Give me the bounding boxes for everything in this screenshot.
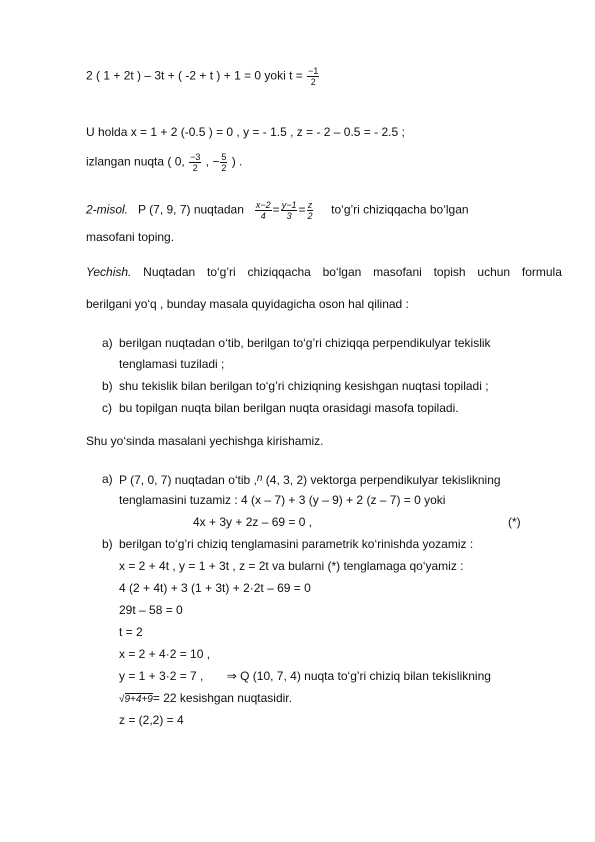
step-b-line: t = 2 — [119, 625, 143, 639]
paragraph-text: Shu yo‘sinda masalani yechishga kirishamiz. — [86, 434, 324, 448]
step-text: (4, 3, 2) vektorga perpendikulyar tekislikning — [262, 473, 501, 487]
step-a-line-2: tenglamasini tuzamiz : 4 (x – 7) + 3 (y – 9) + 2 (z – 7) = 0 yoki — [119, 493, 446, 507]
fraction-numerator: 5 — [221, 152, 227, 162]
list-marker: a) — [102, 472, 113, 486]
result-text: izlangan nuqta ( 0, — [86, 154, 189, 169]
list-item-text: berilgan nuqtadan o‘tib, berilgan to‘g’ri chiziqqa perpendikulyar tekislik — [119, 336, 491, 350]
result-text: ) . — [228, 154, 243, 169]
fraction-denominator: 2 — [310, 77, 316, 87]
equation-line-1 — [86, 66, 320, 87]
equals-sign: = — [272, 202, 280, 217]
fraction-numerator: y−1 — [281, 200, 297, 210]
fraction-denominator: 4 — [260, 211, 266, 221]
fraction-denominator: 2 — [307, 211, 313, 221]
fraction-denominator: 2 — [192, 163, 198, 173]
solution-word: masofani — [373, 265, 422, 279]
step-b-y-line — [119, 669, 491, 683]
list-item-text: shu tekislik bilan berilgan to‘g’ri chiziqning kesishgan nuqtasi topiladi ; — [119, 379, 489, 393]
fraction-numerator: −1 — [308, 66, 319, 76]
fraction-denominator: 3 — [286, 211, 292, 221]
fraction — [220, 152, 227, 173]
step-text: Q (10, 7, 4) nuqta to‘g’ri chiziq bilan tekislikning — [236, 669, 491, 683]
example-text: to‘g’ri chiziqqacha bo‘lgan — [331, 202, 469, 217]
solution-word: chiziqqacha — [247, 265, 311, 279]
fraction-numerator: −3 — [190, 152, 201, 162]
step-b-line-1: berilgan to‘g’ri chiziq tenglamasini parametrik ko‘rinishda yozamiz : — [119, 537, 474, 551]
list-item-text: tenglamasi tuziladi ; — [119, 357, 225, 371]
square-root — [119, 693, 153, 705]
step-text: y = 1 + 3·2 = 7 , — [119, 669, 204, 683]
list-marker: a) — [102, 336, 113, 350]
step-b-line: x = 2 + 4t , y = 1 + 3t , z = 2t va bularni (*) tenglamaga qo‘yamiz : — [119, 559, 464, 573]
step-b-sqrt-line — [119, 691, 292, 707]
solution-word: uchun — [477, 265, 511, 279]
solution-word: bo‘lgan — [322, 265, 362, 279]
step-b-line: 29t – 58 = 0 — [119, 603, 183, 617]
solution-word: topish — [433, 265, 466, 279]
step-b-line: 4 (2 + 4t) + 3 (1 + 3t) + 2·2t – 69 = 0 — [119, 581, 311, 595]
fraction — [189, 152, 201, 173]
list-item-text: bu topilgan nuqta bilan berilgan nuqta orasidagi masofa topiladi. — [119, 401, 459, 415]
list-marker: c) — [102, 401, 112, 415]
example-point: P (7, 9, 7) nuqtadan — [138, 202, 244, 217]
fraction-numerator: x−2 — [255, 200, 271, 210]
fraction — [255, 200, 272, 221]
list-marker: b) — [102, 379, 113, 393]
plane-equation: 4x + 3y + 2z – 69 = 0 , — [193, 515, 313, 529]
step-b-z-line: z = (2,2) = 4 — [119, 713, 184, 727]
solution-word: Nuqtadan — [143, 265, 196, 279]
fraction-denominator: 2 — [221, 163, 227, 173]
fraction — [306, 200, 313, 221]
step-text: P (7, 0, 7) nuqtadan o‘tib , — [119, 473, 257, 487]
solution-word: formula — [521, 265, 562, 279]
solution-intro-line-2: berilgani yo‘q , bunday masala quyidagicha oson hal qilinad : — [86, 297, 409, 311]
solution-label: Yechish. — [86, 265, 132, 279]
normal-vector-symbol: n — [256, 473, 263, 484]
result-point-line — [86, 152, 242, 173]
solution-word: to‘g’ri — [206, 265, 236, 279]
example-label: 2-misol. — [86, 202, 129, 217]
example-2-line — [86, 200, 469, 221]
sqrt-sign: √ — [119, 694, 125, 705]
step-text: = 22 kesishgan nuqtasidir. — [152, 691, 292, 705]
example-2-line-2: masofani toping. — [86, 230, 175, 244]
equation-text: 2 ( 1 + 2t ) – 3t + ( -2 + t ) + 1 = 0 yoki t = — [86, 68, 307, 83]
sqrt-radicand: 9+4+9 — [124, 694, 153, 705]
equation-tag: (*) — [508, 515, 521, 529]
result-text: , − — [202, 154, 220, 169]
solution-intro-line — [86, 265, 562, 279]
implies-arrow: ⇒ — [226, 669, 237, 683]
fraction — [307, 66, 319, 87]
equals-sign: = — [298, 202, 306, 217]
fraction — [281, 200, 298, 221]
step-a-line-1 — [119, 472, 501, 487]
list-marker: b) — [102, 537, 113, 551]
fraction-numerator: z — [307, 200, 313, 210]
equation-line-2: U holda x = 1 + 2 (-0.5 ) = 0 , y = - 1.5 , z = - 2 – 0.5 = - 2.5 ; — [86, 125, 405, 139]
step-b-line: x = 2 + 4·2 = 10 , — [119, 647, 211, 661]
